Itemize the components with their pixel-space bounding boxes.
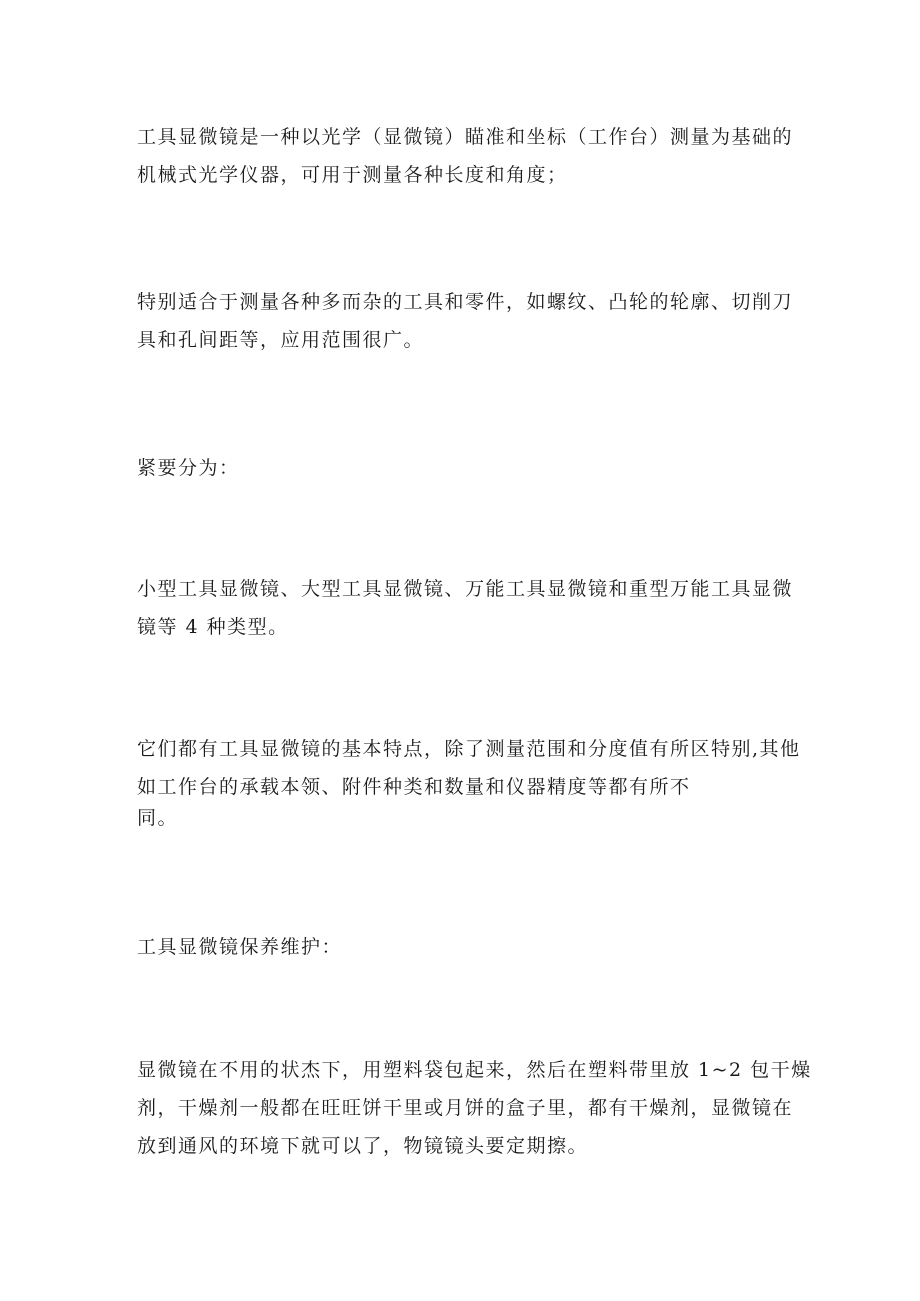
paragraph-line: 小型工具显微镜、大型工具显微镜、万能工具显微镜和重型万能工具显微 bbox=[137, 578, 794, 600]
paragraph-line: 放到通风的环境下就可以了，物镜镜头要定期擦。 bbox=[137, 1135, 589, 1157]
paragraph-line: 剂，干燥剂一般都在旺旺饼干里或月饼的盒子里，都有干燥剂，显微镜在 bbox=[137, 1097, 794, 1119]
paragraph-applications bbox=[137, 283, 794, 359]
paragraph-line: 如工作台的承载本领、附件种类和数量和仪器精度等都有所不 bbox=[137, 776, 691, 798]
paragraph-maintenance-heading bbox=[137, 928, 791, 966]
paragraph-line: 机械式光学仪器，可用于测量各种长度和角度； bbox=[137, 164, 568, 186]
paragraph-line: 工具显微镜保养维护： bbox=[137, 936, 343, 958]
paragraph-line: 具和孔间距等，应用范围很广。 bbox=[137, 329, 425, 351]
paragraph-maintenance bbox=[137, 1051, 812, 1165]
paragraph-types bbox=[137, 570, 794, 646]
paragraph-line: 特别适合于测量各种多而杂的工具和零件，如螺纹、凸轮的轮廓、切削刀 bbox=[137, 291, 794, 313]
paragraph-differences bbox=[137, 730, 801, 830]
paragraph-line: 它们都有工具显微镜的基本特点，除了测量范围和分度值有所区特别,其他 bbox=[137, 738, 801, 760]
paragraph-intro bbox=[137, 118, 794, 194]
paragraph-line: 显微镜在不用的状杰下，用塑料袋包起来，然后在塑料带里放 1~2 包干燥 bbox=[137, 1059, 812, 1081]
paragraph-line: 紧要分为： bbox=[137, 457, 240, 479]
paragraph-line: 同。 bbox=[137, 807, 179, 829]
paragraph-line: 镜等 4 种类型。 bbox=[137, 616, 289, 638]
paragraph-classification-heading bbox=[137, 449, 791, 487]
paragraph-line: 工具显微镜是一种以光学（显微镜）瞄准和坐标（工作台）测量为基础的 bbox=[137, 126, 794, 148]
